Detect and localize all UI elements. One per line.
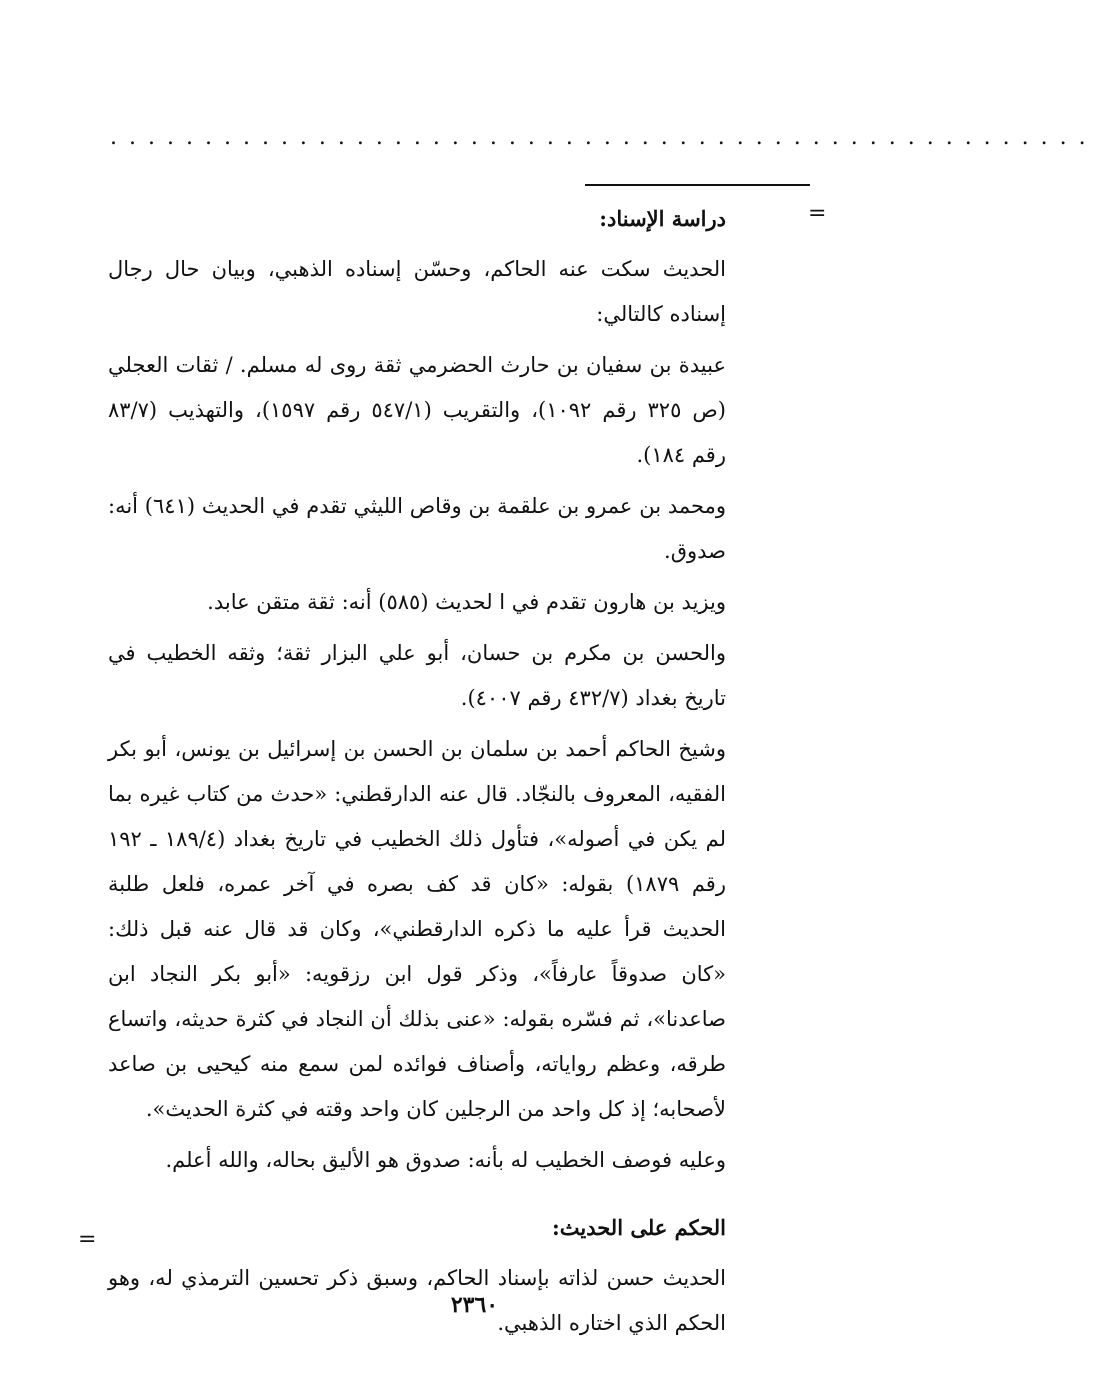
narrator-paragraph: وعليه فوصف الخطيب له بأنه: صدوق هو الأليق بحاله، والله أعلم. [165, 1148, 726, 1172]
continuation-marker-bottom: = [78, 1227, 97, 1252]
ruling-text: الحديث حسن لذاته بإسناد الحاكم، وسبق ذكر تحسين الترمذي له، وهو الحكم الذي اختاره الذهبي. [108, 1266, 726, 1335]
narrator-paragraph: عبيدة بن سفيان بن حارث الحضرمي ثقة روى له مسلم. / ثقات العجلي (ص ٣٢٥ رقم ١٠٩٢)، والتقريب (٥٤٧/١ رقم ١٥٩٧)، والتهذيب (٨٣/٧ رقم ١٨٤). [108, 353, 726, 467]
page-number: ٢٣٦٠ [450, 1292, 499, 1318]
section-heading-ruling: الحكم على الحديث: [552, 1215, 726, 1240]
narrator-paragraph: ويزيد بن هارون تقدم في ا لحديث (٥٨٥) أنه: ثقة متقن عابد. [207, 590, 726, 614]
continuation-marker-top: = [808, 201, 827, 226]
narrator-paragraph: ومحمد بن عمرو بن علقمة بن وقاص الليثي تقدم في الحديث (٦٤١) أنه: صدوق. [108, 494, 726, 563]
page-body [108, 196, 726, 1352]
dotted-separator: .................................................... [110, 125, 1098, 150]
narrator-paragraph: والحسن بن مكرم بن حسان، أبو علي البزار ثقة؛ وثقه الخطيب في تاريخ بغداد (٤٣٢/٧ رقم ٤٠٠٧). [108, 641, 726, 710]
section-heading-isnad: دراسة الإسناد: [599, 206, 726, 231]
narrator-paragraph: وشيخ الحاكم أحمد بن سلمان بن الحسن بن إسرائيل بن يونس، أبو بكر الفقيه، المعروف بالنجّاد. قال عنه الدارقطني: «حدث من كتاب غيره بما لم يكن في أصوله»، فتأول ذلك الخطيب في تاريخ بغداد (١٨٩/٤ ـ ١٩٢ رقم ١٨٧٩) بقوله: «كان قد كف بصره في آخر عمره، فلعل طلبة الحديث قرأ عليه ما ذكره الدارقطني»، وكان قد قال عنه قبل ذلك: «كان صدوقاً عارفاً»، وذكر قول ابن رزقويه: «أبو بكر النجاد ابن صاعدنا»، ثم فسّره بقوله: «عنى بذلك أن النجاد في كثرة حديثه، واتساع طرقه، وعظم رواياته، وأصناف فوائده لمن سمع منه كيحيى بن صاعد لأصحابه؛ إذ كل واحد من الرجلين كان واحد وقته في كثرة الحديث». [108, 737, 726, 1121]
isnad-intro: الحديث سكت عنه الحاكم، وحسّن إسناده الذهبي، وبيان حال رجال إسناده كالتالي: [108, 257, 726, 326]
footnote-rule [585, 184, 810, 186]
